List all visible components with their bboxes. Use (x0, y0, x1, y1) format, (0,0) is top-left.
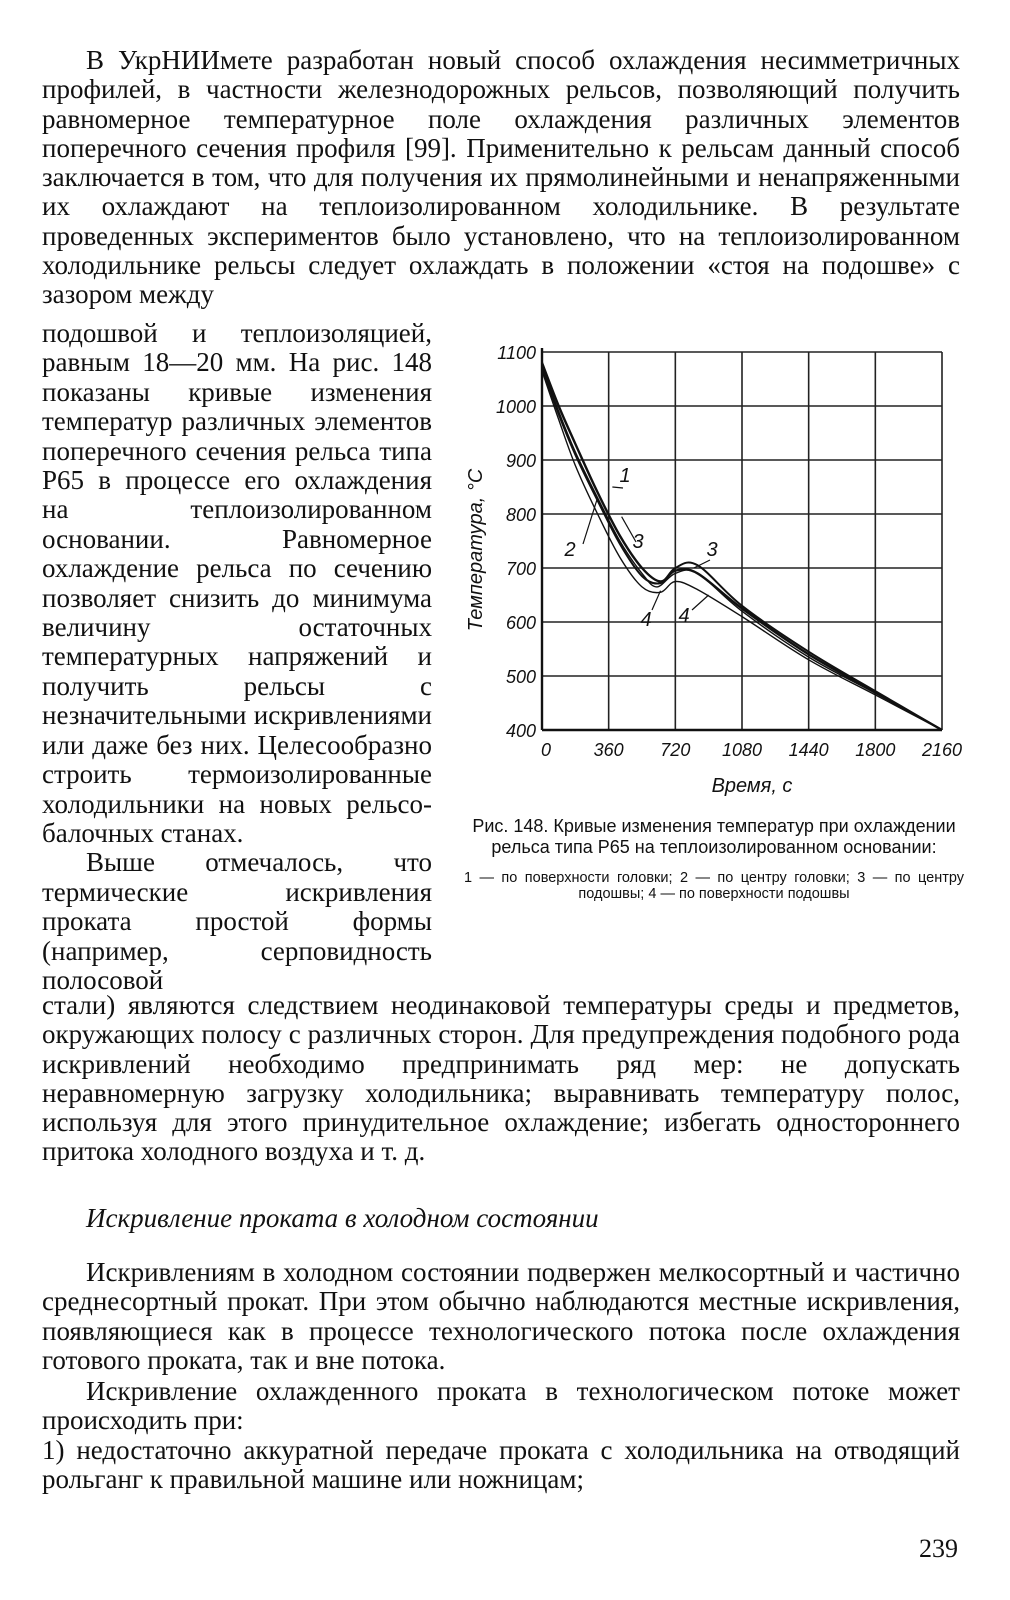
annotation-leader (583, 498, 598, 544)
figure-caption (464, 816, 964, 902)
wrapped-text-column (42, 319, 432, 995)
caption-legend: 1 — по поверхности головки; 2 — по центру головки; 3 — по центру подошвы; 4 — по поверхности подошвы (464, 870, 964, 902)
section-heading: Искривление проката в холодном состоянии (86, 1203, 599, 1233)
curve-label-2: 2 (564, 539, 576, 561)
curve-label-4: 4 (678, 605, 690, 627)
x-tick-label: 1080 (721, 740, 763, 760)
y-tick-label: 700 (505, 559, 536, 579)
y-tick-label: 500 (505, 667, 536, 687)
y-tick-label: 400 (505, 721, 536, 741)
curve-label-1: 1 (619, 465, 631, 487)
y-axis-title: Температура, °С (465, 468, 487, 632)
temperature-chart (440, 330, 980, 810)
curve-label-3: 3 (706, 539, 718, 561)
y-tick-label: 600 (505, 613, 536, 633)
figure-148 (440, 330, 980, 970)
x-tick-label: 360 (593, 740, 624, 760)
annotation-leader (652, 591, 661, 610)
list-item: 1) недостаточно аккуратной передаче проката с холодильника на отводящий рольганг к правильной машине или ножницам; (42, 1435, 960, 1495)
y-tick-label: 800 (505, 505, 536, 525)
paragraph-4: Искривлениям в холодном состоянии подвержен мелкосортный и частично среднесортный прокат. При этом обычно наблюдаются местные искривления, появляющиеся как в процессе технологического потока после охлаждения готового проката, так и вне потока. (42, 1257, 960, 1375)
grid (542, 352, 942, 730)
caption-title: Рис. 148. Кривые изменения температур при охлаждении рельса типа Р65 на теплоизолированном основании: (472, 816, 956, 857)
x-axis-title: Время, с (711, 775, 793, 797)
y-tick-label: 1100 (497, 343, 536, 363)
curve-label-3: 3 (632, 531, 644, 553)
page-number: 239 (919, 1534, 958, 1563)
annotation-leader (692, 595, 709, 610)
y-tick-label: 900 (505, 451, 536, 471)
paragraph-3-start: Выше отмечалось, что термические искривления проката простой формы (например, серповидность полосовой (42, 847, 432, 995)
paragraph-2: подошвой и теплоизоляцией, равным 18—20 мм. На рис. 148 показаны кривые изменения температур различных элементов поперечного сечения рельса типа Р65 в процессе его охлаждения на теплоизолированном основании. Равномерное охлаждение рельса по сечению позволяет снизить до минимума величину остаточных температурных напряжений и получить рельсы с незначительными искривлениями или даже без них. Целесообразно строить термоизолированные холодильники на новых рельсо-балочных станах. (42, 318, 432, 848)
curve-label-4: 4 (640, 609, 652, 631)
paragraph-1: В УкрНИИмете разработан новый способ охлаждения несимметричных профилей, в частности железнодорожных рельсов, позволяющий получить равномерное температурное поле охлаждения различных элементов поперечного сечения профиля [99]. Применительно к рельсам данный способ заключается в том, что для получения их прямолинейными и ненапряженными их охлаждают на теплоизолированном холодильнике. В результате проведенных экспериментов было установлено, что на теплоизолированном холодильнике рельсы следует охлаждать в положении «стоя на подошве» с зазором между (42, 45, 960, 310)
y-tick-label: 1000 (495, 397, 536, 417)
x-tick-label: 1440 (788, 740, 829, 760)
paragraph-3-continuation: стали) являются следствием неодинаковой температуры среды и предметов, окружающих полосу с различных сторон. Для предупреждения подобного рода искривлений необходимо предпринимать ряд мер: не допускать неравномерную загрузку холодильника; выравнивать температуру полос, используя для этого принудительное охлаждение; избегать одностороннего притока холодного воздуха и т. д. (42, 990, 960, 1167)
x-tick-label: 720 (660, 740, 691, 760)
annotation-leader (612, 487, 623, 488)
x-tick-label: 1800 (855, 740, 896, 760)
x-tick-label: 2160 (921, 740, 963, 760)
paragraph-5: Искривление охлажденного проката в технологическом потоке может происходить при: (42, 1376, 960, 1436)
x-tick-label: 0 (540, 740, 552, 760)
